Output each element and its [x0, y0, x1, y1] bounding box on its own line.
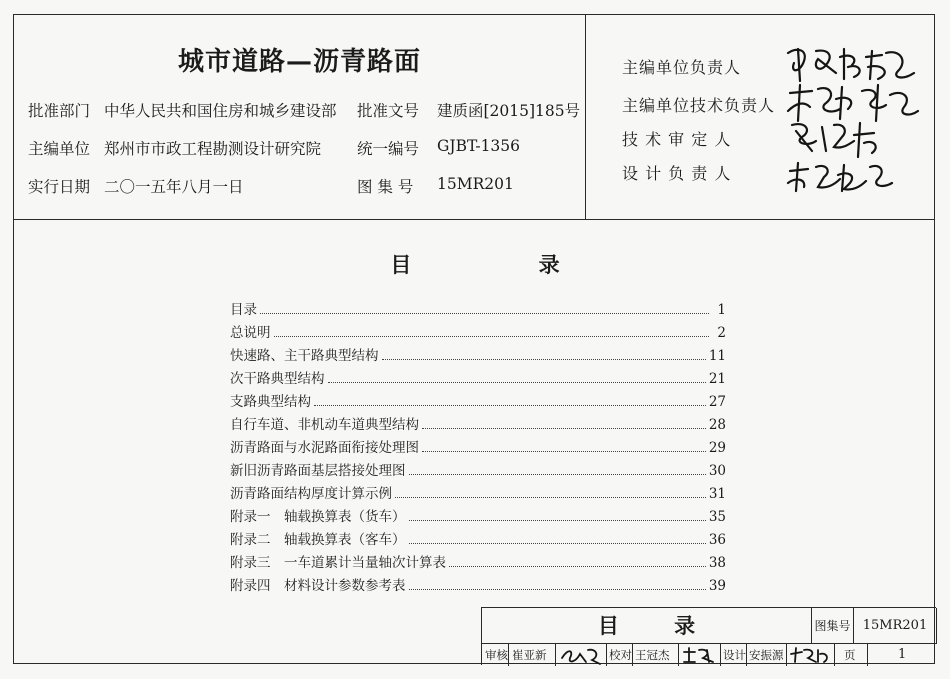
drawing-frame: [13, 14, 935, 664]
toc-entry-page: 30: [708, 463, 726, 479]
toc-entry[interactable]: [230, 459, 726, 482]
toc-entry-page: 29: [708, 440, 726, 456]
toc-entry[interactable]: [230, 482, 726, 505]
toc-entry-title: 附录二 轴载换算表（客车）: [230, 532, 406, 548]
info-value: GJBT-1356: [437, 137, 521, 155]
toc-entry[interactable]: [230, 528, 726, 551]
info-value: 建质函[2015]185号: [437, 102, 581, 120]
info-row: [28, 99, 581, 121]
title-block: [481, 607, 936, 665]
leader-dots: [314, 405, 706, 406]
handwritten-signature: [782, 117, 922, 161]
check-name: 王冠杰: [635, 648, 670, 662]
info-label: 批准文号: [357, 102, 420, 120]
info-row: [28, 175, 514, 197]
cell-divider: [632, 644, 633, 666]
toc-entry-page: 31: [708, 486, 726, 502]
toc-entry[interactable]: [230, 344, 726, 367]
toc-entry-page: 36: [708, 532, 726, 548]
handwritten-signature: [782, 157, 922, 197]
toc-entry[interactable]: [230, 436, 726, 459]
review-label: 审核: [485, 648, 508, 662]
atlas-number-label: 图集号: [812, 608, 854, 644]
toc-entry-title: 次干路典型结构: [230, 371, 325, 387]
toc-entry-page: 11: [708, 348, 726, 364]
role-chief-tech-head: 主编单位技术负责人: [622, 96, 776, 115]
leader-dots: [328, 382, 706, 383]
header-block: [14, 15, 934, 220]
toc-entry-page: 2: [717, 325, 726, 341]
design-name: 安振源: [749, 648, 784, 662]
cell-divider: [786, 644, 787, 666]
toc-heading: 目 录: [390, 252, 620, 277]
info-value: 二〇一五年八月一日: [104, 178, 244, 196]
info-value: 中华人民共和国住房和城乡建设部: [104, 102, 337, 120]
atlas-title: 城市道路—沥青路面: [177, 47, 421, 77]
info-value: 郑州市市政工程勘测设计研究院: [104, 140, 322, 158]
info-label: 实行日期: [28, 178, 91, 196]
toc-entry-page: 38: [708, 555, 726, 571]
leader-dots: [274, 336, 710, 337]
toc-entry-page: 39: [708, 578, 726, 594]
info-value: 15MR201: [437, 175, 514, 193]
table-of-contents: [230, 298, 726, 597]
cell-divider: [746, 644, 747, 666]
check-label: 校对: [609, 648, 632, 662]
cell-divider: [678, 644, 679, 666]
page-number: 1: [898, 647, 907, 662]
cell-divider: [508, 644, 509, 666]
leader-dots: [260, 313, 709, 314]
toc-entry-title: 沥青路面结构厚度计算示例: [230, 486, 392, 502]
leader-dots: [409, 520, 706, 521]
check-signature: [681, 644, 719, 669]
toc-entry-title: 附录一 轴载换算表（货车）: [230, 509, 406, 525]
title-block-title: 目 录: [482, 608, 812, 644]
toc-entry-title: 快速路、主干路典型结构: [230, 348, 379, 364]
page-label: 页: [844, 648, 856, 662]
toc-entry-title: 目录: [230, 302, 257, 318]
review-name: 崔亚新: [512, 648, 547, 662]
info-label: 批准部门: [28, 102, 91, 120]
toc-entry[interactable]: [230, 367, 726, 390]
toc-entry-title: 支路典型结构: [230, 394, 311, 410]
cell-divider: [720, 644, 721, 666]
toc-entry[interactable]: [230, 551, 726, 574]
toc-entry-page: 28: [708, 417, 726, 433]
cell-divider: [834, 644, 835, 666]
leader-dots: [382, 359, 706, 360]
info-label: 主编单位: [28, 140, 91, 158]
role-tech-approver: 技 术 审 定 人: [622, 130, 732, 149]
toc-entry[interactable]: [230, 413, 726, 436]
toc-entry-title: 新旧沥青路面基层搭接处理图: [230, 463, 406, 479]
toc-entry-page: 21: [708, 371, 726, 387]
toc-entry-page: 27: [708, 394, 726, 410]
leader-dots: [449, 566, 706, 567]
info-label: 图 集 号: [357, 178, 414, 196]
toc-entry-page: 1: [717, 302, 726, 318]
responsible-persons: [586, 15, 936, 219]
toc-entry[interactable]: [230, 574, 726, 597]
toc-entry-page: 35: [708, 509, 726, 525]
role-chief-unit-head: 主编单位负责人: [622, 58, 742, 77]
atlas-number-value: 15MR201: [854, 608, 937, 644]
toc-entry[interactable]: [230, 321, 726, 344]
cell-divider: [555, 644, 556, 666]
leader-dots: [409, 474, 706, 475]
leader-dots: [422, 451, 706, 452]
toc-entry[interactable]: [230, 390, 726, 413]
toc-entry-title: 附录三 一车道累计当量轴次计算表: [230, 555, 446, 571]
toc-entry-title: 附录四 材料设计参数参考表: [230, 578, 406, 594]
info-row: [28, 137, 521, 159]
leader-dots: [422, 428, 706, 429]
review-signature: [558, 644, 604, 669]
leader-dots: [409, 589, 706, 590]
toc-entry-title: 自行车道、非机动车道典型结构: [230, 417, 419, 433]
role-design-lead: 设 计 负 责 人: [622, 164, 732, 183]
toc-entry[interactable]: [230, 505, 726, 528]
cell-divider: [867, 644, 868, 666]
leader-dots: [395, 497, 706, 498]
approval-info: [14, 15, 586, 219]
leader-dots: [409, 543, 706, 544]
cell-divider: [606, 644, 607, 666]
design-label: 设计: [723, 648, 746, 662]
toc-entry[interactable]: [230, 298, 726, 321]
info-label: 统一编号: [357, 140, 420, 158]
toc-entry-title: 总说明: [230, 325, 271, 341]
signoff-row: [482, 644, 937, 666]
design-signature: [788, 644, 832, 669]
toc-entry-title: 沥青路面与水泥路面衔接处理图: [230, 440, 419, 456]
